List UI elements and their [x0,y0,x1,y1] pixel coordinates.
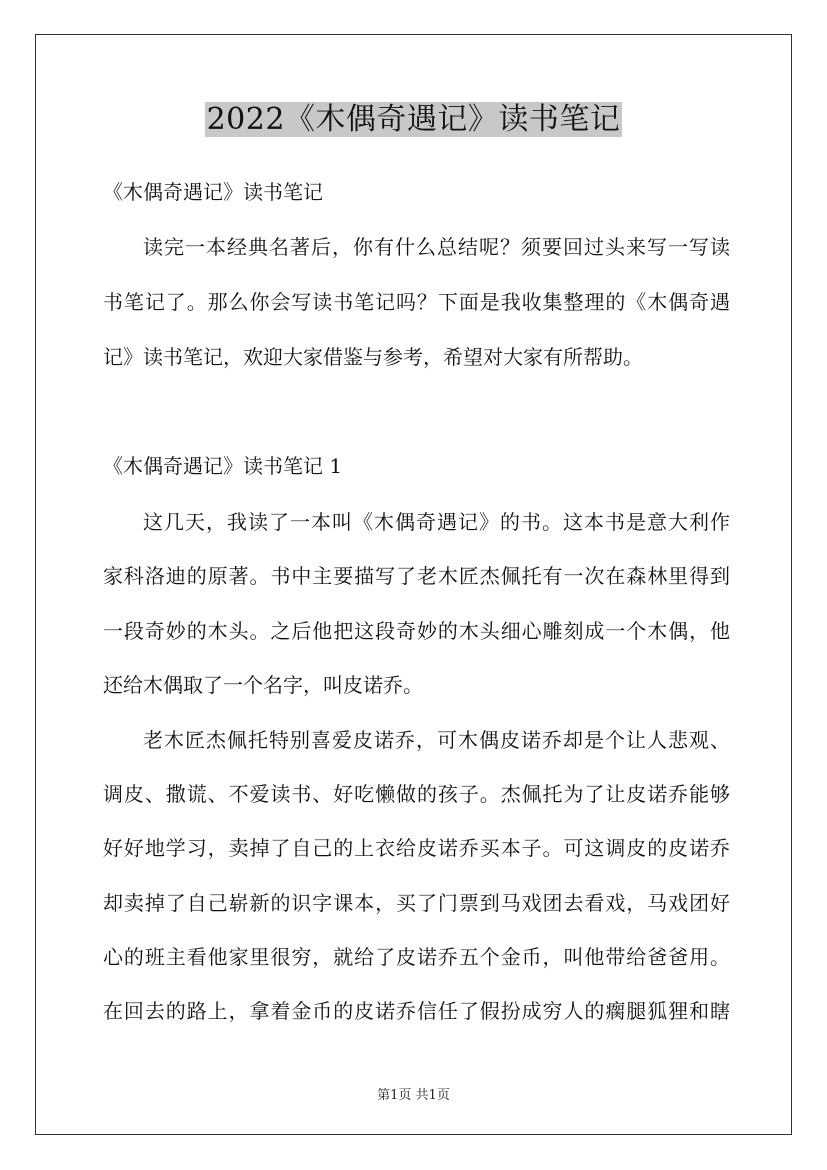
intro-line: 读完一本经典名著后，你有什么总结呢？须要回过头来写一写读 [143,235,730,259]
page-footer: 第1页 共1页 [377,1088,450,1103]
paragraph-line: 一段奇妙的木头。之后他把这段奇妙的木头细心雕刻成一个木偶，他 [103,619,730,643]
section-heading: 《木偶奇遇记》读书笔记 1 [103,454,343,478]
document-title-wrap [0,100,827,140]
paragraph-line: 这几天，我读了一本叫《木偶奇遇记》的书。这本书是意大利作 [143,510,730,534]
paragraph-line: 老木匠杰佩托特别喜爱皮诺乔，可木偶皮诺乔却是个让人悲观、 [143,728,730,752]
intro-line: 记》读书笔记，欢迎大家借鉴与参考，希望对大家有所帮助。 [103,345,643,369]
subtitle: 《木偶奇遇记》读书笔记 [103,180,323,204]
paragraph-line: 却卖掉了自己崭新的识字课本，买了门票到马戏团去看戏，马戏团好 [103,891,730,915]
paragraph-line: 心的班主看他家里很穷，就给了皮诺乔五个金币，叫他带给爸爸用。 [103,945,730,969]
intro-line: 书笔记了。那么你会写读书笔记吗？下面是我收集整理的《木偶奇遇 [103,290,730,314]
paragraph-line: 调皮、撒谎、不爱读书、好吃懒做的孩子。杰佩托为了让皮诺乔能够 [103,782,730,806]
paragraph-line: 还给木偶取了一个名字，叫皮诺乔。 [103,673,423,697]
paragraph-line: 在回去的路上，拿着金币的皮诺乔信任了假扮成穷人的瘸腿狐狸和瞎 [103,999,730,1023]
document-title: 2022《木偶奇遇记》读书笔记 [206,102,621,137]
paragraph-line: 家科洛迪的原著。书中主要描写了老木匠杰佩托有一次在森林里得到 [103,564,730,588]
paragraph-line: 好好地学习，卖掉了自己的上衣给皮诺乔买本子。可这调皮的皮诺乔 [103,836,730,860]
